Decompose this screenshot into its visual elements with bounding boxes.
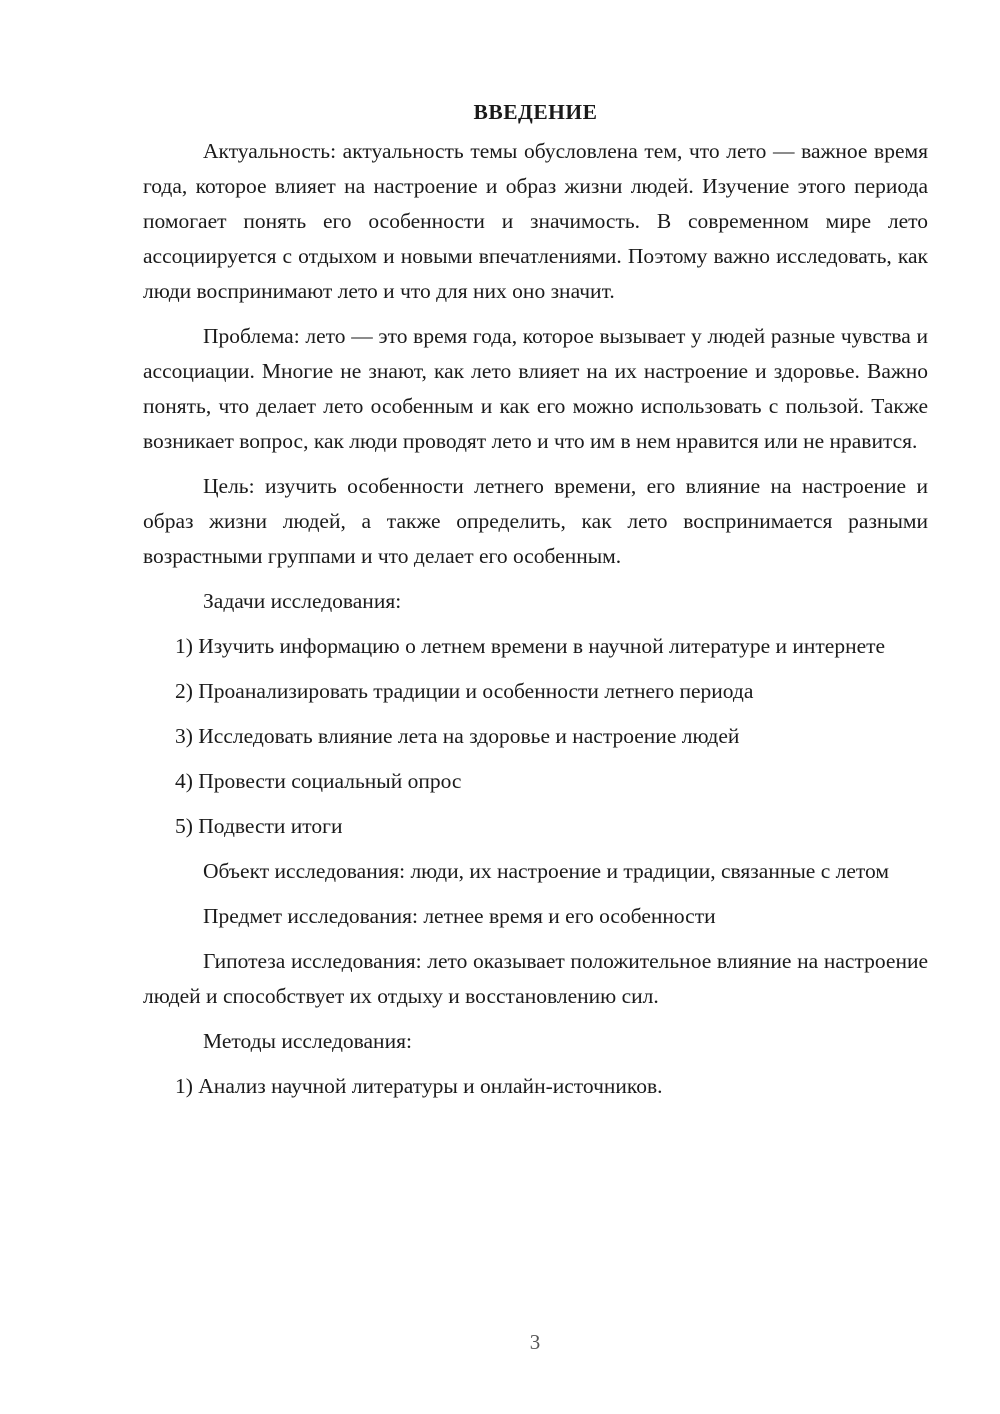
task-item-1: 1) Изучить информацию о летнем времени в научной литературе и интернете <box>175 634 886 658</box>
subject-paragraph: Предмет исследования: летнее время и его особенности <box>203 904 716 928</box>
goal-paragraph: Цель: изучить особенности летнего времени, его влияние на настроение и образ жизни людей, а также определить, как лето воспринимается разными возрастными группами и что делает его особенным. <box>143 474 928 568</box>
object-paragraph: Объект исследования: люди, их настроение и традиции, связанные с летом <box>203 859 889 883</box>
section-title: ВВЕДЕНИЕ <box>473 100 598 124</box>
hypothesis-paragraph: Гипотеза исследования: лето оказывает положительное влияние на настроение людей и способствует их отдыху и восстановлению сил. <box>143 949 928 1008</box>
document-page <box>143 96 928 1114</box>
task-item-3: 3) Исследовать влияние лета на здоровье и настроение людей <box>175 724 740 748</box>
method-item-1: 1) Анализ научной литературы и онлайн-источников. <box>175 1074 663 1098</box>
methods-heading: Методы исследования: <box>203 1029 412 1053</box>
task-item-5: 5) Подвести итоги <box>175 814 343 838</box>
problem-paragraph: Проблема: лето — это время года, которое вызывает у людей разные чувства и ассоциации. Многие не знают, как лето влияет на их настроение и здоровье. Важно понять, что делает лето особенным и как его можно использовать с пользой. Также возникает вопрос, как люди проводят лето и что им в нем нравится или не нравится. <box>143 324 928 453</box>
tasks-heading: Задачи исследования: <box>203 589 402 613</box>
page-number: 3 <box>529 1330 541 1354</box>
task-item-2: 2) Проанализировать традиции и особенности летнего периода <box>175 679 754 703</box>
relevance-paragraph: Актуальность: актуальность темы обусловлена тем, что лето — важное время года, которое влияет на настроение и образ жизни людей. Изучение этого периода помогает понять его особенности и значимость. В современном мире лето ассоциируется с отдыхом и новыми впечатлениями. Поэтому важно исследовать, как люди воспринимают лето и что для них оно значит. <box>143 139 928 303</box>
task-item-4: 4) Провести социальный опрос <box>175 769 462 793</box>
